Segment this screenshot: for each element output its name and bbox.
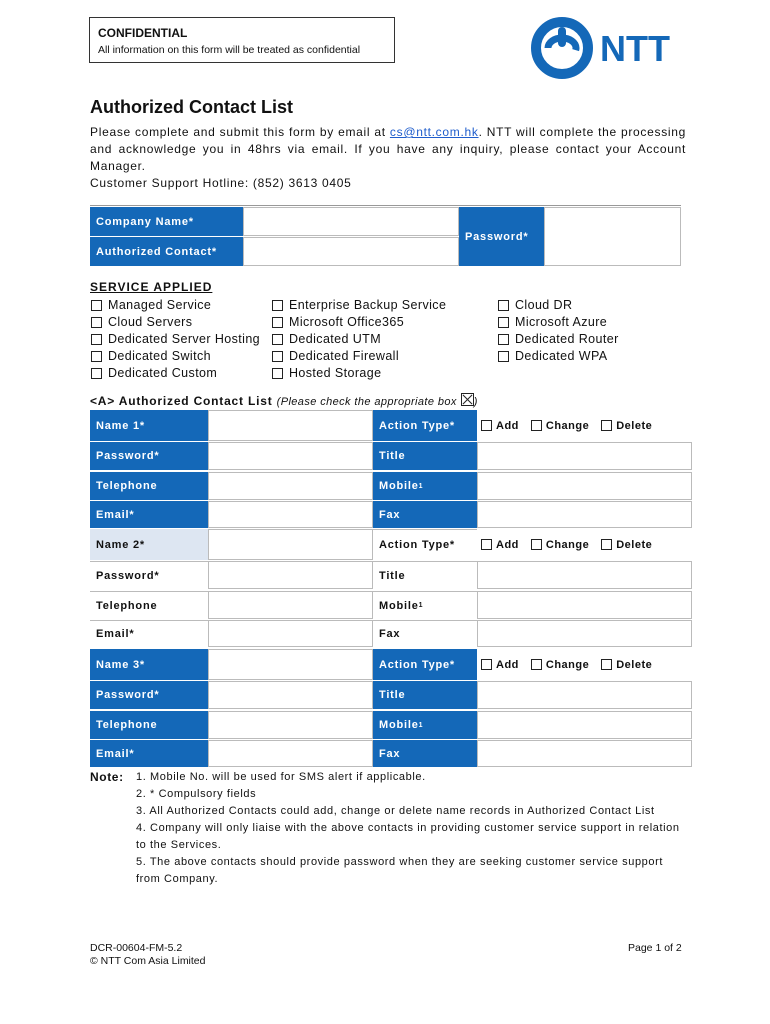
name-field[interactable] [208, 529, 373, 560]
intro-before-email: Please complete and submit this form by email at [90, 125, 390, 139]
mobile-field[interactable] [477, 711, 692, 739]
email-field[interactable] [208, 740, 373, 767]
name-field[interactable] [208, 649, 373, 680]
fax-label: Fax [373, 740, 477, 767]
services-col-1 [91, 297, 260, 381]
footer-left [90, 942, 206, 968]
checkbox[interactable] [531, 659, 542, 670]
checkbox[interactable] [498, 300, 509, 311]
checkbox[interactable] [272, 334, 283, 345]
service-option[interactable]: Dedicated Router [498, 331, 619, 347]
note-label: Note: [90, 770, 124, 784]
service-option[interactable]: Dedicated UTM [272, 331, 446, 347]
divider [90, 205, 681, 206]
action-type-options [477, 410, 696, 441]
checkbox[interactable] [498, 351, 509, 362]
action-type-label: Action Type* [373, 529, 477, 560]
service-option[interactable]: Dedicated WPA [498, 348, 619, 364]
authorized-contact-label: Authorized Contact* [90, 237, 243, 266]
action-change-option[interactable]: Change [531, 420, 589, 432]
name-label: Name 2* [90, 529, 208, 560]
confidential-box [89, 17, 395, 63]
service-option[interactable]: Dedicated Switch [91, 348, 260, 364]
checkbox[interactable] [601, 539, 612, 550]
page-number: Page 1 of 2 [628, 942, 682, 954]
page-title: Authorized Contact List [90, 97, 293, 117]
password-label: Password* [90, 442, 208, 470]
telephone-label: Telephone [90, 591, 208, 619]
checkbox[interactable] [272, 317, 283, 328]
action-type-options [477, 529, 696, 560]
service-applied-heading: SERVICE APPLIED [90, 280, 213, 294]
company-name-label: Company Name* [90, 207, 243, 236]
checkbox[interactable] [601, 420, 612, 431]
action-type-label: Action Type* [373, 649, 477, 680]
title-label: Title [373, 561, 477, 589]
checkbox[interactable] [91, 300, 102, 311]
confidential-subtitle: All information on this form will be treated as confidential [98, 44, 361, 56]
fax-field[interactable] [477, 501, 692, 528]
checkbox[interactable] [481, 539, 492, 550]
service-option[interactable]: Cloud DR [498, 297, 619, 313]
service-option[interactable]: Dedicated Custom [91, 365, 260, 381]
section-a-hint: (Please check the appropriate box [276, 396, 457, 408]
email-field[interactable] [208, 501, 373, 528]
service-option[interactable]: Dedicated Firewall [272, 348, 446, 364]
checkbox[interactable] [531, 539, 542, 550]
mobile-field[interactable] [477, 591, 692, 619]
mobile-label: Mobile 1 [373, 472, 477, 500]
services-col-2 [272, 297, 446, 381]
note-item: 2. * Compulsory fields [136, 788, 257, 800]
service-option[interactable]: Hosted Storage [272, 365, 446, 381]
checkbox[interactable] [498, 317, 509, 328]
checkbox[interactable] [601, 659, 612, 670]
name-field[interactable] [208, 410, 373, 441]
action-add-option[interactable]: Add [481, 659, 519, 671]
telephone-field[interactable] [208, 711, 373, 739]
checkbox[interactable] [272, 351, 283, 362]
action-delete-option[interactable]: Delete [601, 420, 652, 432]
company-password-label: Password* [459, 207, 544, 266]
email-label: Email* [90, 501, 208, 528]
password-field[interactable] [208, 442, 373, 470]
ntt-logo-mark-icon [530, 17, 690, 79]
checkbox[interactable] [481, 420, 492, 431]
email-label: Email* [90, 620, 208, 647]
checkbox[interactable] [272, 368, 283, 379]
checkbox[interactable] [91, 368, 102, 379]
title-field[interactable] [477, 442, 692, 470]
section-a-label: <A> Authorized Contact List [90, 394, 273, 408]
action-change-option[interactable]: Change [531, 659, 589, 671]
service-option[interactable]: Managed Service [91, 297, 260, 313]
note-item: 1. Mobile No. will be used for SMS alert if applicable. [136, 771, 426, 783]
services-col-3 [498, 297, 619, 364]
service-option[interactable]: Dedicated Server Hosting [91, 331, 260, 347]
company-password-field[interactable] [544, 207, 681, 266]
checkbox[interactable] [91, 334, 102, 345]
title-field[interactable] [477, 561, 692, 589]
service-option[interactable]: Cloud Servers [91, 314, 260, 330]
note-item: 5. The above contacts should provide password when they are seeking customer service support from Company. [136, 856, 664, 885]
note-list [136, 769, 686, 888]
ntt-logo [530, 17, 690, 79]
password-label: Password* [90, 681, 208, 709]
ntt-logo-text: NTT [600, 28, 670, 69]
action-add-option[interactable]: Add [481, 420, 519, 432]
checkbox[interactable] [91, 317, 102, 328]
fax-field[interactable] [477, 740, 692, 767]
intro-after-email: . NTT will complete the processing and acknowledge you in 48hrs via email. If you have any inquiry, please contact your Account Manager. [90, 125, 687, 173]
checkbox[interactable] [91, 351, 102, 362]
fax-label: Fax [373, 501, 477, 528]
telephone-label: Telephone [90, 711, 208, 739]
hotline-text: Customer Support Hotline: (852) 3613 0405 [90, 176, 352, 190]
action-type-label: Action Type* [373, 410, 477, 441]
section-a-heading [90, 393, 478, 408]
name-label: Name 1* [90, 410, 208, 441]
action-change-option[interactable]: Change [531, 539, 589, 551]
action-delete-option[interactable]: Delete [601, 539, 652, 551]
telephone-label: Telephone [90, 472, 208, 500]
note-item: 3. All Authorized Contacts could add, change or delete name records in Authorized Contact List [136, 805, 655, 817]
action-type-options [477, 649, 696, 680]
checkbox[interactable] [481, 659, 492, 670]
title-label: Title [373, 681, 477, 709]
service-option[interactable]: Enterprise Backup Service [272, 297, 446, 313]
email-link[interactable]: cs@ntt.com.hk [389, 125, 479, 139]
action-delete-option[interactable]: Delete [601, 659, 652, 671]
intro-text [90, 124, 686, 192]
mobile-field[interactable] [477, 472, 692, 500]
confidential-title: CONFIDENTIAL [98, 26, 188, 40]
note-item: 4. Company will only liaise with the above contacts in providing customer service support in relation to the Services. [136, 822, 680, 851]
password-field[interactable] [208, 561, 373, 589]
fax-field[interactable] [477, 620, 692, 647]
telephone-field[interactable] [208, 591, 373, 619]
fax-label: Fax [373, 620, 477, 647]
checkbox[interactable] [498, 334, 509, 345]
copyright: © NTT Com Asia Limited [90, 955, 206, 967]
checked-box-icon [461, 393, 474, 406]
password-field[interactable] [208, 681, 373, 709]
authorized-contact-field[interactable] [243, 237, 459, 266]
service-option[interactable]: Microsoft Office365 [272, 314, 446, 330]
checkbox[interactable] [272, 300, 283, 311]
checkbox[interactable] [531, 420, 542, 431]
title-label: Title [373, 442, 477, 470]
email-field[interactable] [208, 620, 373, 647]
service-option[interactable]: Microsoft Azure [498, 314, 619, 330]
company-name-field[interactable] [243, 207, 459, 236]
email-label: Email* [90, 740, 208, 767]
password-label: Password* [90, 561, 208, 589]
doc-code: DCR-00604-FM-5.2 [90, 942, 183, 954]
title-field[interactable] [477, 681, 692, 709]
section-a-hint-close: ) [473, 396, 478, 408]
name-label: Name 3* [90, 649, 208, 680]
mobile-label: Mobile 1 [373, 591, 477, 619]
mobile-label: Mobile 1 [373, 711, 477, 739]
telephone-field[interactable] [208, 472, 373, 500]
action-add-option[interactable]: Add [481, 539, 519, 551]
